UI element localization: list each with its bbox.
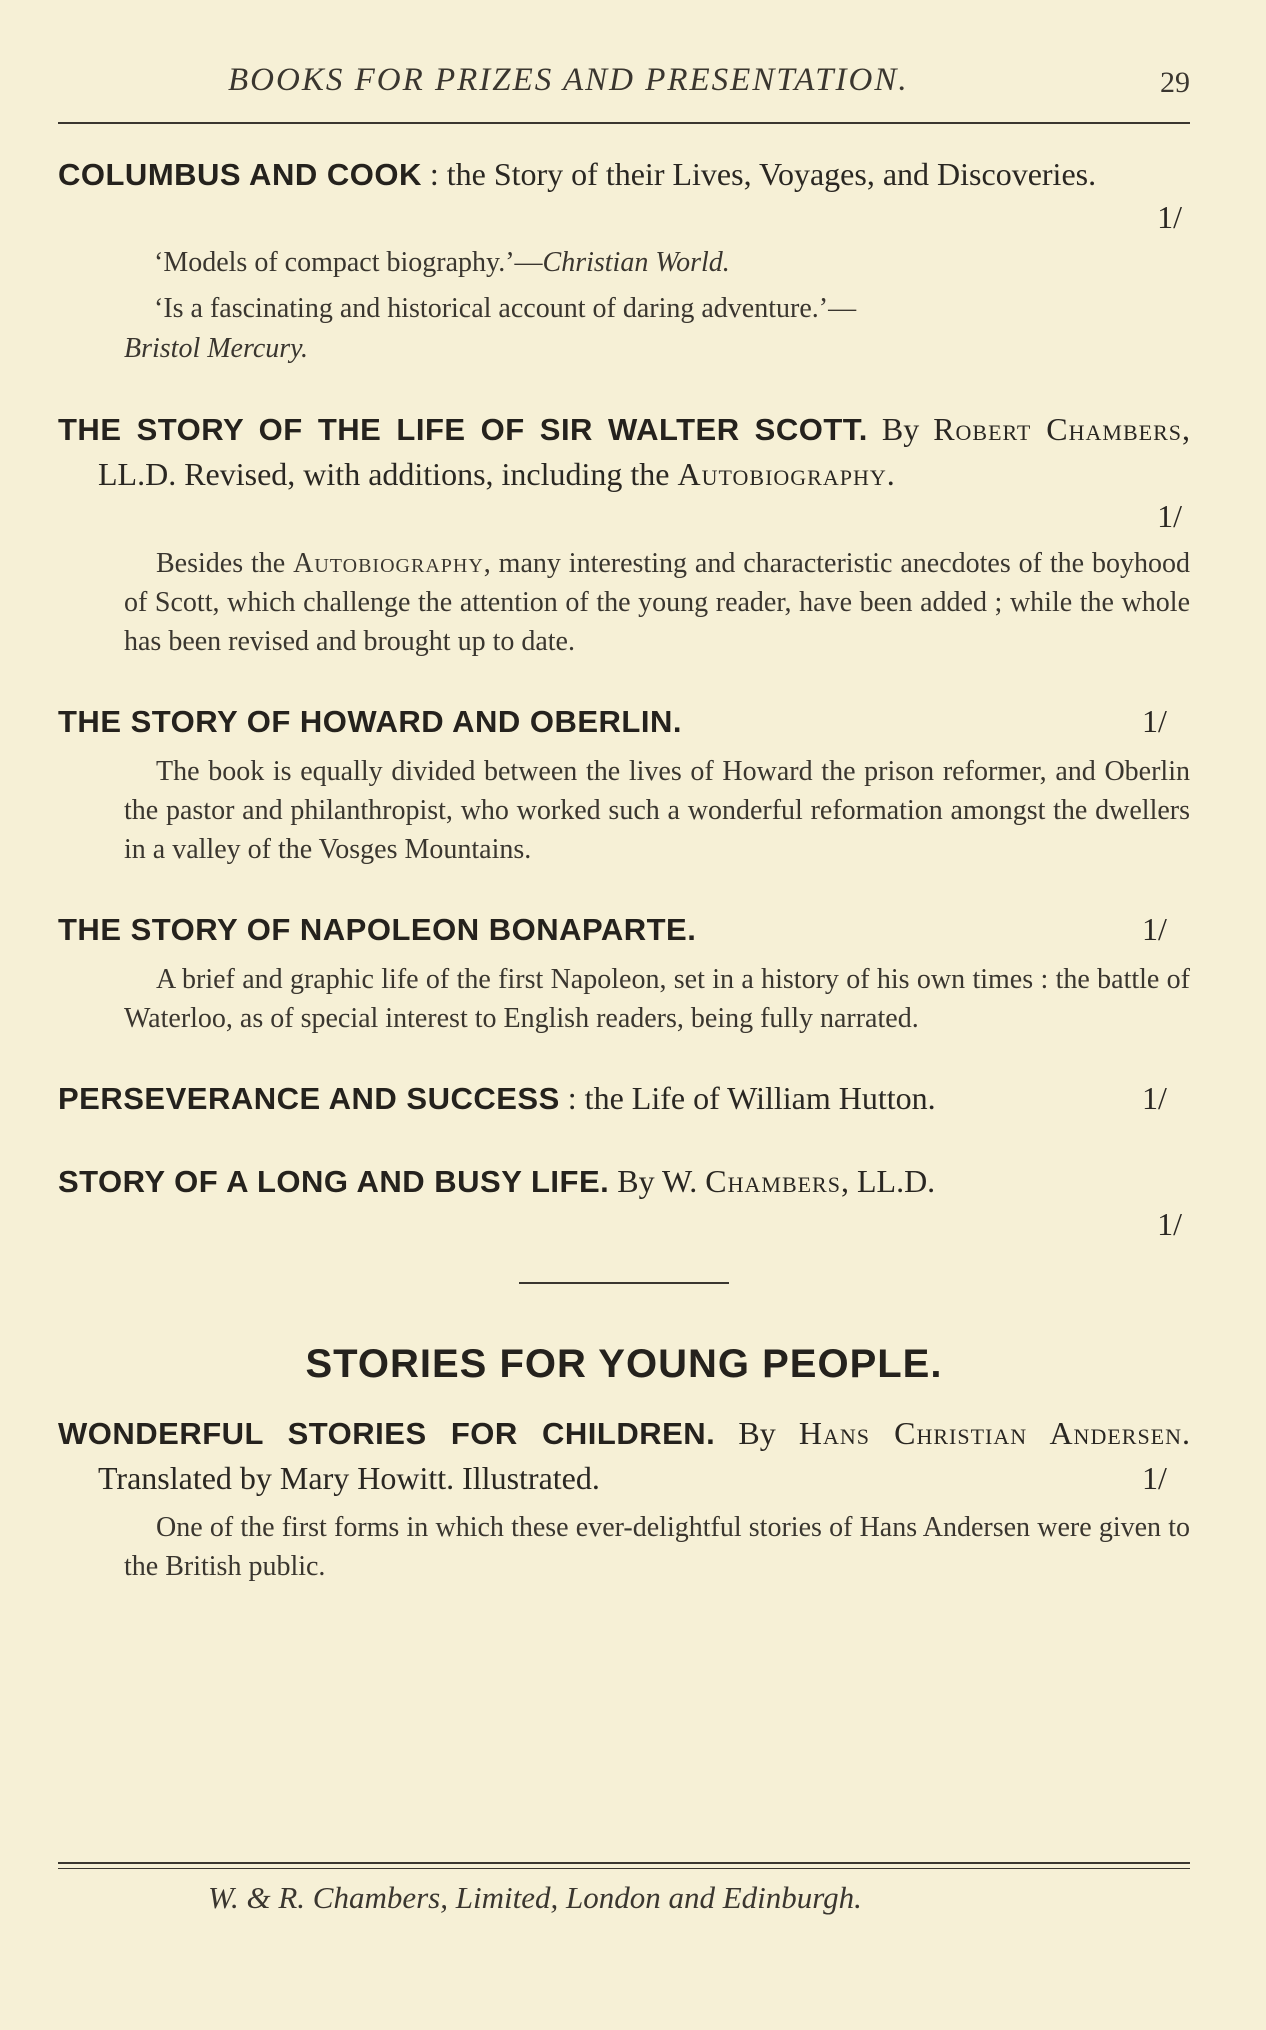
entry-details: , LL.D. [840,1163,936,1199]
review-quote [154,243,1190,283]
quote-text: ‘Models of compact biography.’— [154,247,543,278]
entry-author: Chambers [705,1163,841,1199]
entry-heading [58,907,1190,952]
entry-price: 1/ [1142,703,1167,739]
entry-title: THE STORY OF HOWARD AND OBERLIN. [58,704,682,739]
entry-title: COLUMBUS AND COOK [58,157,422,192]
catalogue-entry-napoleon [58,907,1190,1038]
review-quote [124,289,1190,369]
running-head-title: BOOKS FOR PRIZES AND PRESENTATION. [228,62,909,98]
entry-by: By W. [609,1163,706,1199]
entry-description: The book is equally divided between the lives of Howard the prison reformer, and Oberlin the pastor and philanthropist, who worked such a wonderful reformation amongst the dwellers in a valley of the Vosges Mountains. [124,756,1190,865]
entry-price: 1/ [1157,1206,1182,1242]
entry-details-smallcaps: Autobiography. [677,456,896,492]
entry-by: By [715,1415,799,1451]
quote-text: ‘Is a fascinating and historical account of daring adventure.’— [154,293,857,324]
entry-subtitle: : the Life of William Hutton. [567,1080,936,1116]
entry-price: 1/ [1142,1460,1167,1496]
entry-author: Hans Christian Andersen [798,1415,1183,1451]
catalogue-entry-howard-oberlin [58,699,1190,869]
running-head [58,62,1190,106]
catalogue-content [58,152,1190,1586]
publisher-imprint: W. & R. Chambers, Limited, London and Edinburgh. [208,1880,862,1915]
header-rule [58,122,1190,124]
catalogue-entry-perseverance [58,1076,1190,1121]
entry-price: 1/ [1157,199,1182,235]
entry-heading [58,1411,1190,1500]
entry-description: One of the first forms in which these ever-delightful stories of Hans Andersen were given to the British public. [124,1512,1190,1582]
entry-title: THE STORY OF NAPOLEON BONAPARTE. [58,912,697,947]
entry-description [124,544,1190,661]
entry-by: By [867,411,934,447]
catalogue-entry-andersen [58,1411,1190,1586]
description-smallcaps: Autobiography [293,548,484,579]
entry-title: THE STORY OF THE LIFE OF SIR WALTER SCOTT. [58,412,868,447]
entry-heading [58,407,1190,496]
page-number: 29 [1160,66,1190,99]
entry-price: 1/ [1157,498,1182,534]
description-text: Besides the [156,548,294,579]
entry-title: PERSEVERANCE AND SUCCESS [58,1081,560,1116]
quote-source: Bristol Mercury. [124,333,309,364]
entry-heading [58,1076,1190,1121]
entry-details: , LL.D. Revised, with additions, including the [98,411,1190,492]
description-text: , many interesting and characteristic anecdotes of the boyhood of Scott, which challenge the attention of the young reader, have been added ; while the whole has been revised and brought up to date. [124,548,1190,657]
section-divider [519,1282,729,1284]
entry-title: WONDERFUL STORIES FOR CHILDREN. [58,1416,716,1451]
footer-rule [58,1862,1190,1864]
quote-source: Christian World. [542,247,730,278]
catalogue-entry-long-busy-life [58,1159,1190,1244]
catalogue-entry-columbus [58,152,1190,369]
section-title: STORIES FOR YOUNG PEOPLE. [305,1342,943,1386]
entry-subtitle: : the Story of their Lives, Voyages, and Discoveries. [429,156,1097,192]
entry-description: A brief and graphic life of the first Napoleon, set in a history of his own times : the battle of Waterloo, as of special interest to English readers, being fully narrated. [124,964,1190,1034]
entry-details: . Translated by Mary Howitt. Illustrated. [98,1415,1191,1496]
entry-price: 1/ [1142,911,1167,947]
entry-heading [58,1159,1190,1204]
entry-heading [58,152,1190,197]
entry-title: STORY OF A LONG AND BUSY LIFE. [58,1164,610,1199]
catalogue-entry-walter-scott [58,407,1190,661]
footer-rule-thin [58,1868,1190,1869]
entry-author: Robert Chambers [933,411,1182,447]
book-catalogue-page [58,0,1190,2030]
entry-price: 1/ [1142,1080,1167,1116]
entry-heading [58,699,1190,744]
